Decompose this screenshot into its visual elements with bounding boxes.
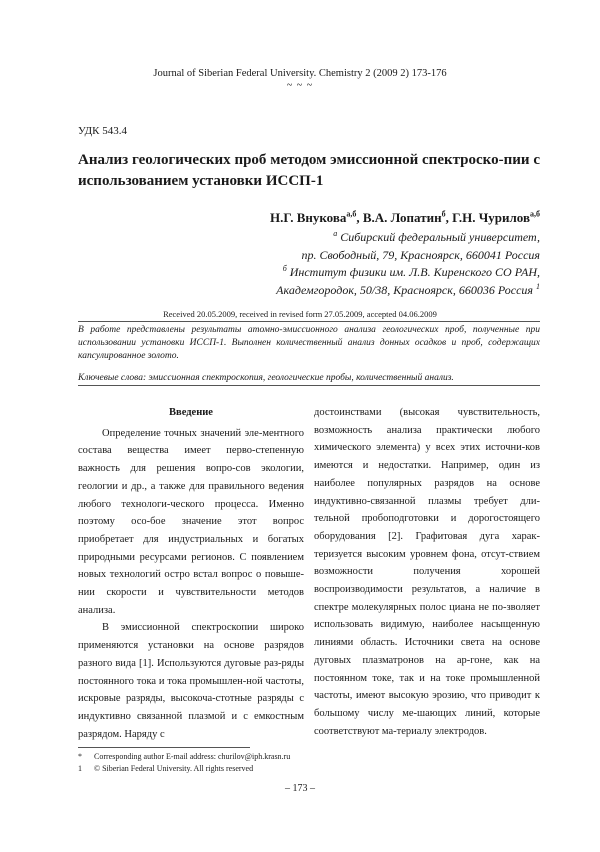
footnote-mark: 1 [78,764,82,773]
affiliation-a [302,228,541,264]
footnote-text: Corresponding author E-mail address: churilov@iph.krasn.ru [94,752,291,761]
affiliation-line: Сибирский федеральный университет, [340,230,540,244]
footnote-copyright [78,764,253,773]
affiliation-b [276,263,540,299]
page-number: – 173 – [285,783,315,794]
body-paragraph: достоинствами (высокая чувствительность, возможность анализа практически любого химического элемента) у всех этих источни-ков имеются и недостатки. Например, один из наиболее популярных разрядов на основе индуктивно-связанной плазмы требует дли-тельной пробоподготовки и дорогостоящего оборудования [2]. Графитовая дуга харак-теризуется высоким уровнем фона, отсут-ствием возможности получения хорошей воспроизводимости результатов, а наличие в спектре молекулярных полос циана не по-зволяет использовать видимую, наиболее насыщенную линиями область. Источники света на основе дуговых плазматронов на ар-гоне, как на постоянном токе, так и на токе промышленной частоты, имеют высокую эрозию, что приводит к большому числу ме-шающих линий, которые соответствуют ма-териалу электродов. [314,407,540,737]
author-affil-mark: а,б [530,209,540,219]
header-tilde-divider: ~ ~ ~ [286,80,314,91]
affiliation-line: Институт физики им. Л.В. Киренского СО РАН, [289,265,540,279]
abstract-top-rule [78,321,540,322]
abstract-bottom-rule [78,385,540,386]
keywords: Ключевые слова: эмиссионная спектроскопия, геологические пробы, количественный анализ. [78,373,454,383]
affiliation-mark: б [282,264,287,273]
udk-code: УДК 543.4 [78,125,128,137]
body-paragraph: В эмиссионной спектроскопии широко применяются установки на основе разрядов разного вида [1]. Используются дуговые раз-ряды постоянного тока и тока промышлен-ной частоты, искровые разряды, высокоча-стотные разряды с индуктивно связанной плазмой и с емкостным разрядом. Наряду с [78,622,304,740]
author-separator: , [445,210,453,225]
footnote-rule [78,747,250,748]
journal-header: Journal of Siberian Federal University. Chemistry 2 (2009 2) 173-176 [153,68,447,79]
affiliation-address: пр. Свободный, 79, Красноярск, 660041 Россия [301,248,540,262]
paper-title: Анализ геологических проб методом эмиссионной спектроско-пии с использованием установки ИССП-1 [78,152,540,189]
author-affil-mark: б [441,209,446,219]
author-separator: , [356,210,363,225]
left-column [78,404,304,743]
author-affil-mark: а,б [346,209,357,219]
author-name: Н.Г. Внукова [270,210,347,225]
footnote-text: © Siberian Federal University. All rights reserved [94,764,254,773]
section-heading: Введение [169,407,213,418]
body-paragraph: Определение точных значений эле-ментного состава вещества имеет перво-степенную важность для решения вопро-сов экологии, геологии и др., а также для правильного ведения любого технологи-ческого процесса. Именно поэтому осо-бое значение этот вопрос приобретает для индустриальных и богатых природными ресурсами регионов. С появлением новых технологий остро встал вопрос о повыше-нии скорости и чувствительности методов анализа. [78,427,304,616]
copyright-note-mark: 1 [536,282,540,291]
footnote-mark: * [78,752,82,761]
abstract-text: В работе представлены результаты атомно-эмиссионного анализа геологических проб, полученные при использовании установки ИССП-1. Выполнен количественный анализ донных осадков и проб, содержащих капсулированное золото. [78,325,540,361]
affiliation-mark: а [333,229,338,238]
affiliation-address: Академгородок, 50/38, Красноярск, 660036 Россия [276,283,533,297]
author-name: В.А. Лопатин [362,210,442,225]
author-list [270,210,540,226]
author-name: Г.Н. Чурилов [452,210,530,225]
footnote-corresponding [78,752,290,761]
right-column [314,404,540,740]
received-dates: Received 20.05.2009, received in revised form 27.05.2009, accepted 04.06.2009 [163,309,437,319]
